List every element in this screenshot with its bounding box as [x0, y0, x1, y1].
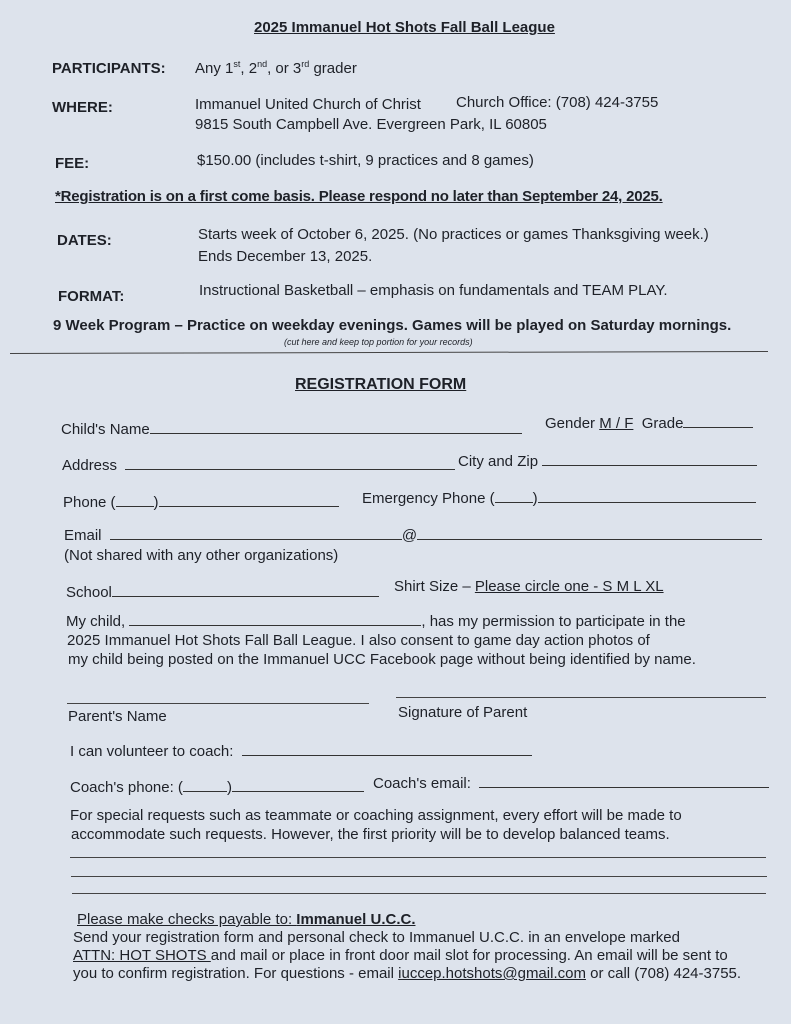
where-label: WHERE: — [52, 99, 113, 116]
consent-line1[interactable] — [66, 613, 686, 630]
special-requests-line2: accommodate such requests. However, the first priority will be to develop balanced teams. — [71, 826, 670, 843]
checks-payee: Immanuel U.C.C. — [296, 911, 416, 928]
sup: nd — [257, 59, 268, 69]
footer-line1: Send your registration form and personal check to Immanuel U.C.C. in an envelope marked — [73, 929, 680, 946]
gender-label: Gender — [545, 415, 596, 432]
cut-line — [10, 351, 768, 354]
at-sign: @ — [401, 527, 418, 544]
dates-line2: Ends December 13, 2025. — [198, 248, 373, 265]
childs-name-field[interactable] — [61, 421, 522, 438]
email-note: (Not shared with any other organizations) — [64, 547, 339, 564]
coach-email-blank[interactable] — [479, 786, 769, 788]
special-requests-blank-1[interactable] — [70, 857, 766, 858]
checks-payable — [77, 911, 415, 928]
dates-line1: Starts week of October 6, 2025. (No practices or games Thanksgiving week.) — [198, 226, 709, 243]
where-line1: Immanuel United Church of Christ — [195, 96, 421, 113]
checks-text: Please make checks payable to: — [77, 911, 297, 928]
phone-label: Phone ( — [63, 494, 116, 511]
coach-phone-field[interactable] — [70, 779, 364, 796]
childs-name-label: Child's Name — [61, 421, 150, 438]
footer-text: and mail or place in front door mail slot for processing. An email will be sent to — [210, 947, 728, 964]
paren: ) — [153, 494, 159, 511]
attn-text: ATTN: HOT SHOTS — [73, 947, 211, 964]
coach-phone-label: Coach's phone: ( — [70, 779, 183, 796]
phone-field[interactable] — [63, 494, 339, 511]
childs-name-blank[interactable] — [150, 432, 522, 434]
signature-line[interactable] — [396, 697, 766, 698]
address-label: Address — [62, 457, 118, 474]
grade-blank[interactable] — [683, 426, 753, 428]
shirt-size-label: Shirt Size – — [394, 578, 475, 595]
registration-notice: *Registration is on a first come basis. Please respond no later than September 24, 2025. — [55, 188, 663, 205]
email-field[interactable] — [64, 527, 762, 544]
where-line2: 9815 South Campbell Ave. Evergreen Park, IL 60805 — [195, 116, 547, 133]
child-name-consent-blank[interactable] — [129, 624, 421, 626]
consent-line3: my child being posted on the Immanuel UCC Facebook page without being identified by name. — [68, 651, 696, 668]
consent-line2: 2025 Immanuel Hot Shots Fall Ball League. I also consent to game day action photos of — [67, 632, 650, 649]
text: , 2 — [240, 60, 258, 77]
area-code-blank[interactable] — [116, 505, 154, 507]
coach-area-code-blank[interactable] — [183, 790, 227, 792]
document-title: 2025 Immanuel Hot Shots Fall Ball League — [254, 19, 555, 36]
gender-options[interactable]: M / F — [599, 415, 634, 432]
school-field[interactable] — [66, 584, 379, 601]
emergency-phone-blank[interactable] — [538, 501, 756, 503]
volunteer-blank[interactable] — [242, 754, 532, 756]
special-requests-blank-2[interactable] — [71, 876, 767, 877]
email-user-blank[interactable] — [110, 538, 402, 540]
text: grader — [309, 60, 357, 77]
cut-note: (cut here and keep top portion for your records) — [284, 337, 473, 347]
city-zip-blank[interactable] — [542, 464, 757, 466]
special-requests-line1: For special requests such as teammate or coaching assignment, every effort will be made to — [70, 807, 682, 824]
consent-text: , has my permission to participate in the — [421, 613, 686, 630]
fee-value: $150.00 (includes t-shirt, 9 practices and 8 games) — [197, 152, 534, 169]
emergency-phone-label: Emergency Phone ( — [362, 490, 495, 507]
program-description: 9 Week Program – Practice on weekday evenings. Games will be played on Saturday mornings. — [53, 317, 732, 334]
form-title: REGISTRATION FORM — [295, 376, 467, 393]
footer-line3 — [73, 965, 741, 982]
sup: st — [233, 59, 241, 69]
volunteer-field[interactable] — [70, 743, 532, 760]
school-label: School — [66, 584, 112, 601]
gender-grade-field[interactable] — [545, 415, 753, 432]
volunteer-label: I can volunteer to coach: — [70, 743, 234, 760]
address-blank[interactable] — [125, 468, 455, 470]
contact-email-link[interactable]: iuccep.hotshots@gmail.com — [398, 965, 586, 982]
email-label: Email — [64, 527, 102, 544]
participants-label: PARTICIPANTS: — [52, 60, 166, 77]
paren: ) — [532, 490, 538, 507]
signature-label: Signature of Parent — [398, 704, 528, 721]
school-blank[interactable] — [112, 595, 379, 597]
dates-label: DATES: — [57, 232, 112, 249]
shirt-size-options[interactable]: Please circle one - S M L XL — [474, 578, 664, 595]
fee-label: FEE: — [55, 155, 90, 172]
paren: ) — [226, 779, 232, 796]
footer-text: you to confirm registration. For questions - email — [73, 965, 399, 982]
grade-label: Grade — [641, 415, 684, 432]
email-domain-blank[interactable] — [417, 538, 762, 540]
coach-phone-blank[interactable] — [232, 790, 364, 792]
address-field[interactable] — [62, 457, 455, 474]
parents-name-label: Parent's Name — [68, 708, 167, 725]
city-zip-field[interactable] — [458, 453, 757, 470]
text: , or 3 — [267, 60, 302, 77]
phone-blank[interactable] — [159, 505, 339, 507]
sup: rd — [301, 59, 310, 69]
footer-line2 — [73, 947, 728, 964]
consent-pre: My child, — [66, 613, 130, 630]
emergency-area-code-blank[interactable] — [495, 501, 533, 503]
text: Any 1 — [195, 60, 234, 77]
participants-value — [195, 60, 357, 77]
city-zip-label: City and Zip — [458, 453, 539, 470]
format-label: FORMAT: — [58, 288, 125, 305]
parents-name-line[interactable] — [67, 703, 369, 704]
emergency-phone-field[interactable] — [362, 490, 756, 507]
format-value: Instructional Basketball – emphasis on fundamentals and TEAM PLAY. — [199, 282, 668, 299]
coach-email-field[interactable] — [373, 775, 769, 792]
special-requests-blank-3[interactable] — [72, 893, 766, 894]
footer-text: or call (708) 424-3755. — [585, 965, 742, 982]
church-office: Church Office: (708) 424-3755 — [456, 94, 659, 111]
shirt-size-field[interactable] — [394, 578, 664, 595]
coach-email-label: Coach's email: — [373, 775, 471, 792]
